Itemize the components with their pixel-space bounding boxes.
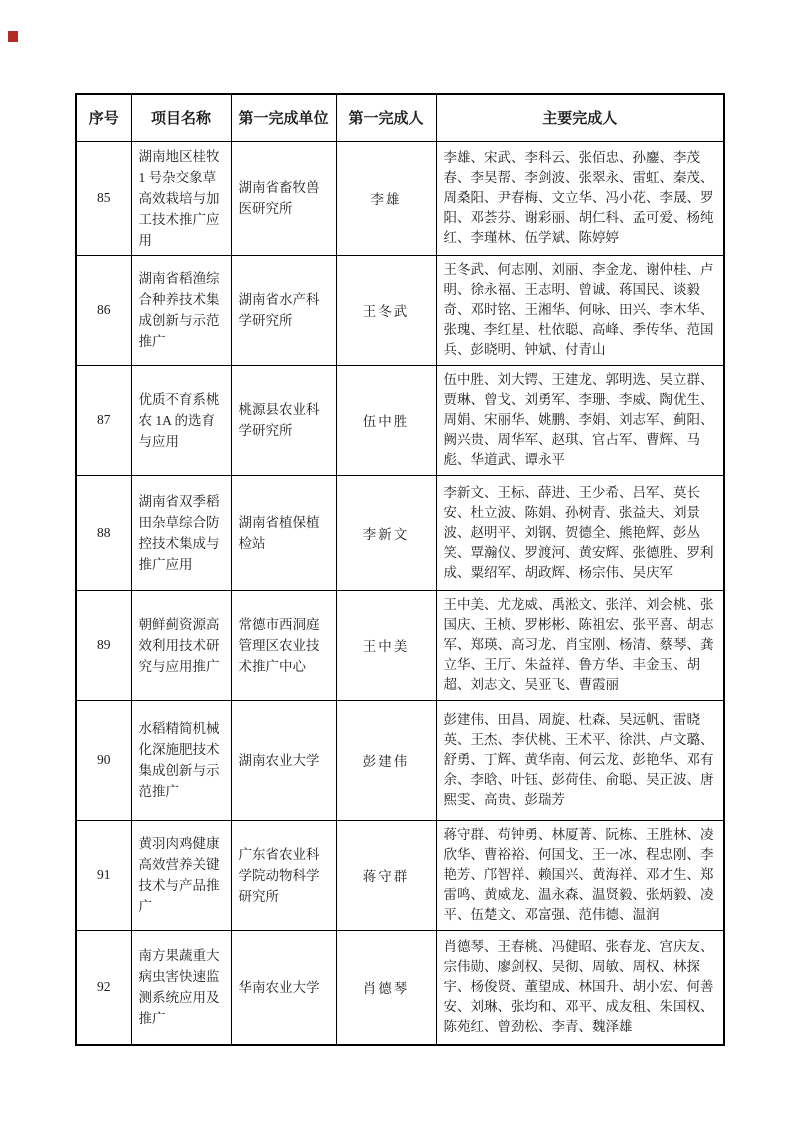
col-header-project-name: 项目名称: [131, 94, 231, 141]
table-row: [76, 365, 724, 475]
table-row: [76, 255, 724, 365]
cell-serial-number: 90: [76, 700, 131, 820]
cell-project-name: 湖南省稻渔综合种养技术集成创新与示范推广: [131, 255, 231, 365]
cell-first-unit: 桃源县农业科学研究所: [231, 365, 336, 475]
table-row: [76, 475, 724, 590]
cell-project-name: 黄羽肉鸡健康高效营养关键技术与产品推广: [131, 820, 231, 930]
cell-first-person: 蒋守群: [336, 820, 436, 930]
col-header-first-unit: 第一完成单位: [231, 94, 336, 141]
header-row: [76, 94, 724, 141]
cell-serial-number: 86: [76, 255, 131, 365]
cell-first-person: 肖德琴: [336, 930, 436, 1045]
cell-project-name: 南方果蔬重大病虫害快速监测系统应用及推广: [131, 930, 231, 1045]
cell-first-unit: 常德市西洞庭管理区农业技术推广中心: [231, 590, 336, 700]
cell-first-unit: 湖南省植保植检站: [231, 475, 336, 590]
cell-first-unit: 华南农业大学: [231, 930, 336, 1045]
cell-project-name: 水稻精简机械化深施肥技术集成创新与示范推广: [131, 700, 231, 820]
cell-first-person: 伍中胜: [336, 365, 436, 475]
cell-first-unit: 湖南省畜牧兽医研究所: [231, 141, 336, 255]
cell-project-name: 湖南地区桂牧 1 号杂交象草高效栽培与加工技术推广应用: [131, 141, 231, 255]
cell-project-name: 朝鲜蓟资源高效利用技术研究与应用推广: [131, 590, 231, 700]
cell-main-persons: 蒋守群、苟钟勇、林厦菁、阮栋、王胜林、凌欣华、曹裕裕、何国戈、王一冰、程忠刚、李艳芳、邝智祥、赖国兴、黄海祥、邓才生、郑雷鸣、黄威龙、温永森、温贤毅、张炳毅、凌平、伍楚文、邓富强、范伟德、温润: [436, 820, 724, 930]
table-row: [76, 820, 724, 930]
col-header-main-persons: 主要完成人: [436, 94, 724, 141]
cell-first-unit: 湖南省水产科学研究所: [231, 255, 336, 365]
cell-main-persons: 伍中胜、刘大锷、王建龙、郭明选、吴立群、贾琳、曾戈、刘勇军、李珊、李威、陶优生、周娟、宋丽华、姚鹏、李娟、刘志军、蓟阳、阙兴贵、周华军、赵琪、官占军、曹辉、马彪、华道武、谭永平: [436, 365, 724, 475]
cell-main-persons: 彭建伟、田昌、周旋、杜森、吴远帆、雷晓英、王杰、李伏桃、王术平、徐洪、卢文璐、舒勇、丁辉、黄华南、何云龙、彭艳华、邓有余、李晗、叶钰、彭荷佳、俞聪、吴正波、唐熙雯、高贵、彭瑞芳: [436, 700, 724, 820]
cell-serial-number: 85: [76, 141, 131, 255]
table-body: [76, 141, 724, 1045]
cell-main-persons: 李雄、宋武、李科云、张佰忠、孙鏖、李茂春、李昊帮、李剑波、张翠永、雷虹、秦茂、周桑阳、尹春梅、文立华、冯小花、李晟、罗阳、邓荟芬、谢彩丽、胡仁科、孟可爱、杨纯红、李瑾林、伍学斌、陈婷婷: [436, 141, 724, 255]
cell-project-name: 优质不育系桃农 1A 的选育与应用: [131, 365, 231, 475]
cell-first-unit: 湖南农业大学: [231, 700, 336, 820]
cell-serial-number: 89: [76, 590, 131, 700]
table-row: [76, 930, 724, 1045]
cell-first-person: 王中美: [336, 590, 436, 700]
cell-serial-number: 87: [76, 365, 131, 475]
projects-awards-table: [75, 93, 725, 1046]
cell-main-persons: 王冬武、何志刚、刘丽、李金龙、谢仲桂、卢明、徐永福、王志明、曾诚、蒋国民、谈毅奇、邓时铭、王湘华、何咏、田兴、李木华、张瑰、李红星、杜依聪、高峰、季传华、范国兵、彭晓明、钟斌、付青山: [436, 255, 724, 365]
cell-first-person: 王冬武: [336, 255, 436, 365]
cell-serial-number: 92: [76, 930, 131, 1045]
cell-main-persons: 王中美、尤龙威、禹淞文、张洋、刘会桃、张国庆、王桢、罗彬彬、陈祖宏、张平喜、胡志军、郑瑛、高习龙、肖宝刚、杨清、蔡琴、龚立华、王厅、朱益祥、鲁方华、丰金玉、胡超、刘志文、吴亚飞、曹霞丽: [436, 590, 724, 700]
cell-main-persons: 李新文、王标、薛进、王少希、吕军、莫长安、杜立波、陈娟、孙树青、张益夫、刘景波、赵明平、刘钢、贺德全、熊艳辉、彭丛笑、覃瀚仪、罗渡河、黄安辉、张德胜、罗利成、粟绍军、胡政辉、杨宗伟、吴庆军: [436, 475, 724, 590]
cell-first-unit: 广东省农业科学院动物科学研究所: [231, 820, 336, 930]
cell-first-person: 李雄: [336, 141, 436, 255]
cell-first-person: 李新文: [336, 475, 436, 590]
table-row: [76, 700, 724, 820]
col-header-serial-number: 序号: [76, 94, 131, 141]
cell-main-persons: 肖德琴、王春桃、冯健昭、张春龙、宫庆友、宗伟勋、廖剑权、吴彻、周敏、周权、林探宇、杨俊贤、董望成、林国升、胡小宏、何善安、刘琳、张均和、邓平、成友租、朱国权、陈苑红、曾劲松、李青、魏泽雄: [436, 930, 724, 1045]
col-header-first-person: 第一完成人: [336, 94, 436, 141]
cell-serial-number: 91: [76, 820, 131, 930]
table-row: [76, 590, 724, 700]
red-square-marker: [8, 31, 18, 42]
table-row: [76, 141, 724, 255]
cell-serial-number: 88: [76, 475, 131, 590]
cell-first-person: 彭建伟: [336, 700, 436, 820]
cell-project-name: 湖南省双季稻田杂草综合防控技术集成与推广应用: [131, 475, 231, 590]
